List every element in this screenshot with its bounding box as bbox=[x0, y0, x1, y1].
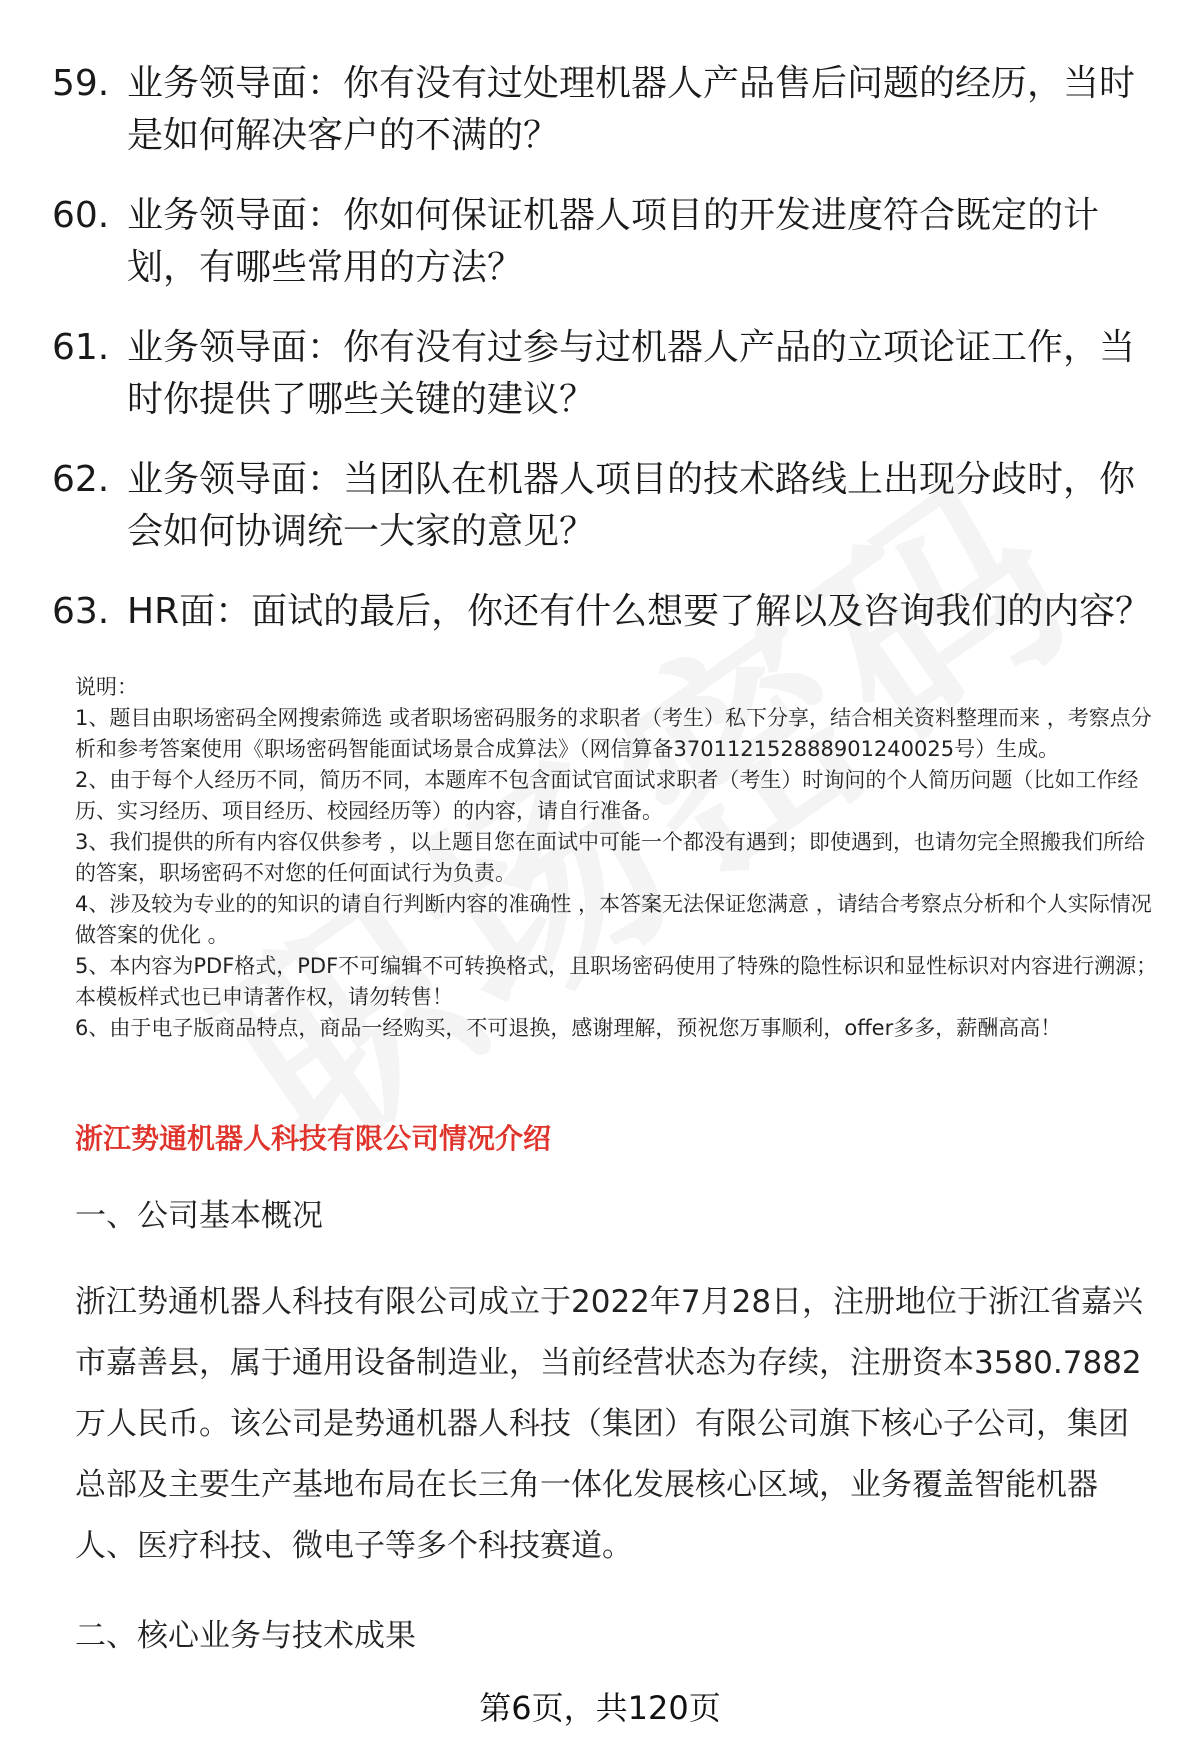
note-item: 2、由于每个人经历不同，简历不同，本题库不包含面试官面试求职者（考生）时询问的个人简历问题（比如工作经历、实习经历、项目经历、校园经历等）的内容，请自行准备。 bbox=[75, 768, 1139, 823]
question-item bbox=[52, 586, 1152, 638]
company-title: 浙江势通机器人科技有限公司情况介绍 bbox=[75, 1122, 552, 1155]
question-text: 业务领导面：你有没有过处理机器人产品售后问题的经历，当时是如何解决客户的不满的？ bbox=[127, 63, 1136, 156]
question-item bbox=[52, 454, 1152, 558]
section-heading-overview: 一、公司基本概况 bbox=[75, 1198, 323, 1234]
question-item bbox=[52, 322, 1152, 426]
question-text: 业务领导面：你如何保证机器人项目的开发进度符合既定的计划，有哪些常用的方法？ bbox=[127, 195, 1100, 288]
note-item: 5、本内容为PDF格式，PDF不可编辑不可转换格式，且职场密码使用了特殊的隐性标识和显性标识对内容进行溯源；本模板样式也已申请著作权，请勿转售！ bbox=[75, 954, 1158, 1009]
question-number: 63. bbox=[52, 591, 110, 632]
question-item bbox=[52, 58, 1152, 162]
notes-section bbox=[75, 672, 1165, 1044]
note-item: 4、涉及较为专业的的知识的请自行判断内容的准确性 ，本答案无法保证您满意 ，请结合考察点分析和个人实际情况做答案的优化 。 bbox=[75, 892, 1152, 947]
company-overview-paragraph: 浙江势通机器人科技有限公司成立于2022年7月28日，注册地位于浙江省嘉兴市嘉善县，属于通用设备制造业，当前经营状态为存续，注册资本3580.7882万人民币。该公司是势通机器人科技（集团）有限公司旗下核心子公司，集团总部及主要生产基地布局在长三角一体化发展核心区域，业务覆盖智能机器人、医疗科技、微电子等多个科技赛道。 bbox=[75, 1284, 1144, 1564]
question-item bbox=[52, 190, 1152, 294]
question-number: 61. bbox=[52, 327, 110, 368]
note-item: 1、题目由职场密码全网搜索筛选 或者职场密码服务的求职者（考生）私下分享，结合相关资料整理而来 ，考察点分析和参考答案使用《职场密码智能面试场景合成算法》（网信算备370112152888901240025号）生成。 bbox=[75, 706, 1152, 761]
question-number: 62. bbox=[52, 459, 110, 500]
question-text: HR面：面试的最后，你还有什么想要了解以及咨询我们的内容？ bbox=[127, 591, 1152, 632]
note-item: 6、由于电子版商品特点，商品一经购买，不可退换，感谢理解，预祝您万事顺利，offer多多，薪酬高高！ bbox=[75, 1016, 1062, 1040]
question-text: 业务领导面：当团队在机器人项目的技术路线上出现分歧时，你会如何协调统一大家的意见？ bbox=[127, 459, 1136, 552]
question-text: 业务领导面：你有没有过参与过机器人产品的立项论证工作，当时你提供了哪些关键的建议？ bbox=[127, 327, 1136, 420]
question-number: 59. bbox=[52, 63, 110, 104]
section-heading-core-business: 二、核心业务与技术成果 bbox=[75, 1618, 416, 1654]
note-item: 3、我们提供的所有内容仅供参考 ，以上题目您在面试中可能一个都没有遇到；即使遇到，也请勿完全照搬我们所给的答案，职场密码不对您的任何面试行为负责。 bbox=[75, 830, 1146, 885]
question-number: 60. bbox=[52, 195, 110, 236]
page-number: 第6页，共120页 bbox=[479, 1689, 721, 1727]
question-list bbox=[52, 58, 1152, 666]
notes-heading: 说明： bbox=[75, 675, 138, 699]
